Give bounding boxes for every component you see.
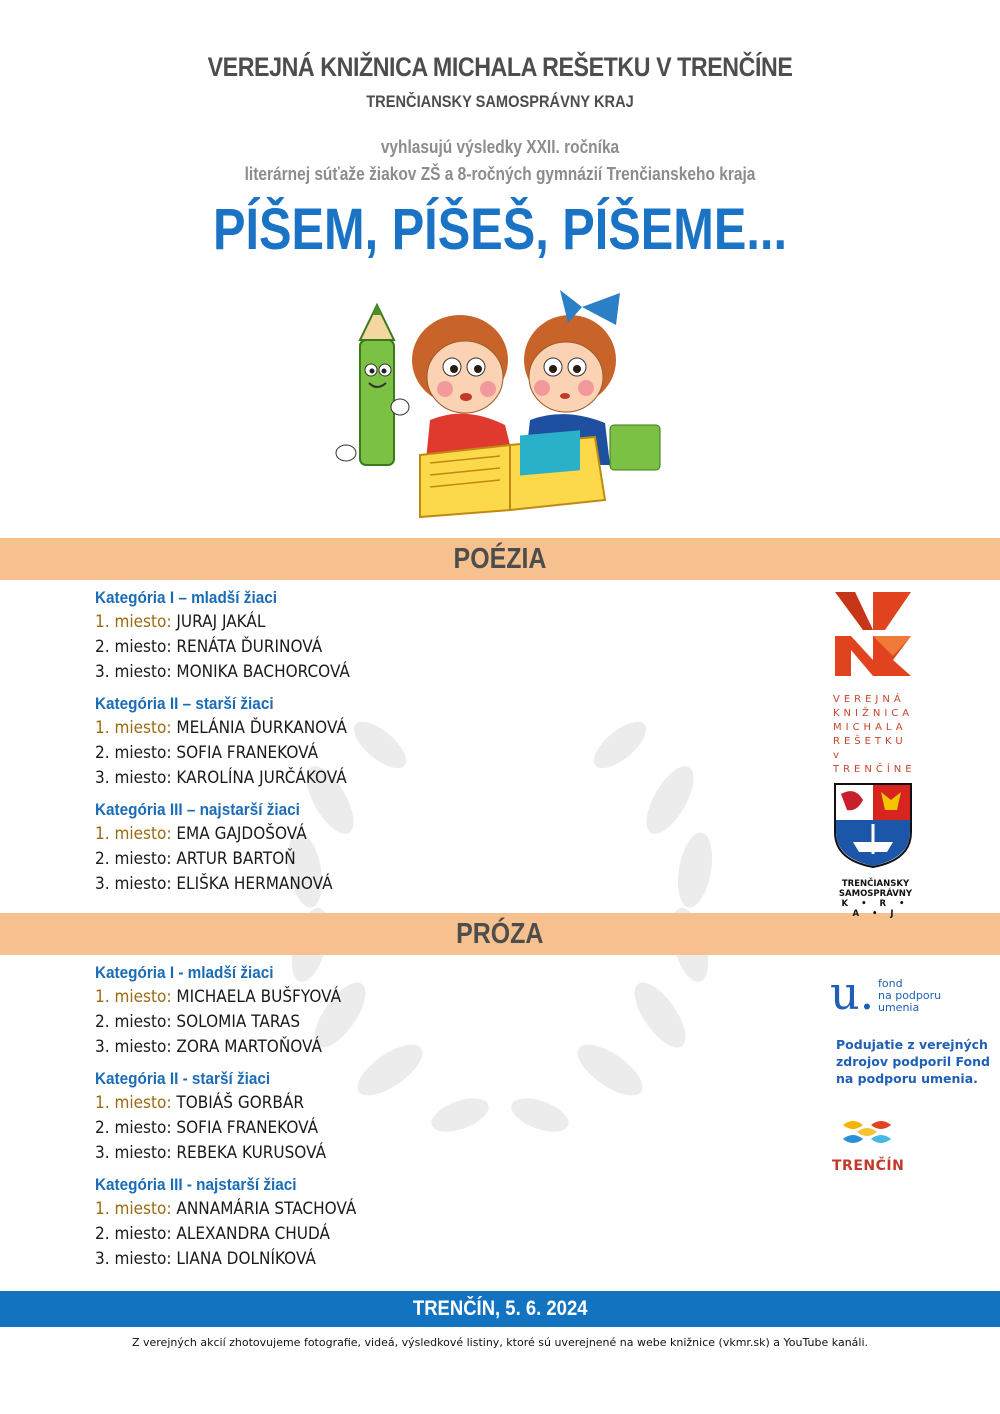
- result-row: [95, 872, 350, 897]
- winner-name: ANNAMÁRIA STACHOVÁ: [176, 1199, 357, 1219]
- place-label: 1. miesto:: [95, 1093, 172, 1113]
- poezia-results: [95, 585, 378, 897]
- result-row: [95, 716, 350, 741]
- result-row: [95, 822, 350, 847]
- winner-name: MONIKA BACHORCOVÁ: [176, 662, 350, 682]
- place-label: 1. miesto:: [95, 718, 172, 738]
- result-row: [95, 985, 356, 1010]
- proza-results: [95, 960, 385, 1272]
- place-label: 3. miesto:: [95, 1249, 172, 1269]
- date-place: TRENČÍN, 5. 6. 2024: [412, 1297, 588, 1320]
- result-row: [95, 1197, 356, 1222]
- result-row: [95, 1247, 356, 1272]
- privacy-footnote: Z verejných akcií zhotovujeme fotografie, videá, výsledkové listiny, ktoré sú uverejnené na webe knižnice (vkmr.sk) a YouTube kanáli.: [131, 1336, 869, 1349]
- place-label: 3. miesto:: [95, 1143, 172, 1163]
- result-row: [95, 766, 350, 791]
- vkmr-logo: [833, 590, 918, 777]
- result-row: [95, 1141, 356, 1166]
- proza-section-band: [0, 913, 1000, 955]
- place-label: 2. miesto:: [95, 849, 172, 869]
- announcement-line-2: literárnej súťaže žiakov ZŠ a 8-ročných gymnázií Trenčianskeho kraja: [244, 164, 756, 184]
- announcement-line-1: vyhlasujú výsledky XXII. ročníka: [380, 137, 620, 157]
- tsk-logo: [833, 782, 918, 919]
- place-label: 3. miesto:: [95, 768, 172, 788]
- tsk-coat-of-arms-icon: [833, 782, 913, 868]
- result-row: [95, 1035, 356, 1060]
- region-subtitle: TRENČIANSKY SAMOSPRÁVNY KRAJ: [366, 92, 634, 111]
- result-row: [95, 1010, 356, 1035]
- funding-note: Podujatie z verejných zdrojov podporil Fond na podporu umenia.: [836, 1037, 990, 1086]
- pencil-character-icon: [336, 305, 409, 465]
- place-label: 1. miesto:: [95, 824, 172, 844]
- result-row: [95, 660, 350, 685]
- fpu-logo: [830, 966, 980, 1020]
- winner-name: SOFIA FRANEKOVÁ: [176, 743, 319, 763]
- place-label: 1. miesto:: [95, 612, 172, 632]
- winner-name: ZORA MARTOŇOVÁ: [176, 1037, 323, 1057]
- place-label: 2. miesto:: [95, 1224, 172, 1244]
- winner-name: REBEKA KURUSOVÁ: [176, 1143, 327, 1163]
- result-row: [95, 1091, 356, 1116]
- winner-name: ALEXANDRA CHUDÁ: [176, 1224, 330, 1244]
- institution-title: VEREJNÁ KNIŽNICA MICHALA REŠETKU V TRENČÍNE: [207, 52, 793, 82]
- category-title: Kategória II - starší žiaci: [95, 1069, 271, 1088]
- trencin-mark-icon: [839, 1115, 895, 1151]
- winner-name: LIANA DOLNÍKOVÁ: [176, 1249, 316, 1269]
- children-reading-illustration: [320, 285, 680, 525]
- place-label: 2. miesto:: [95, 1012, 172, 1032]
- winner-name: RENÁTA ĎURINOVÁ: [176, 637, 323, 657]
- vkmr-mark-icon: [833, 590, 913, 678]
- place-label: 3. miesto:: [95, 874, 172, 894]
- poezia-section-band: [0, 538, 1000, 580]
- result-row: [95, 1222, 356, 1247]
- place-label: 3. miesto:: [95, 662, 172, 682]
- place-label: 1. miesto:: [95, 987, 172, 1007]
- poezia-heading: POÉZIA: [453, 543, 547, 575]
- winner-name: MELÁNIA ĎURKANOVÁ: [176, 718, 347, 738]
- category-title: Kategória III - najstarší žiaci: [95, 1175, 297, 1194]
- proza-heading: PRÓZA: [456, 918, 544, 950]
- result-row: [95, 1116, 356, 1141]
- vkmr-wordmark: VEREJNÁ KNIŽNICA MICHALA REŠETKU v TRENČÍNE: [833, 694, 916, 775]
- place-label: 1. miesto:: [95, 1199, 172, 1219]
- trencin-city-logo: [832, 1115, 905, 1174]
- result-row: [95, 610, 350, 635]
- place-label: 2. miesto:: [95, 743, 172, 763]
- result-row: [95, 635, 350, 660]
- competition-title: PÍŠEM, PÍŠEŠ, PÍŠEME...: [213, 197, 787, 262]
- winner-name: JURAJ JAKÁL: [176, 612, 266, 632]
- place-label: 2. miesto:: [95, 1118, 172, 1138]
- winner-name: SOLOMIA TARAS: [176, 1012, 301, 1032]
- winner-name: EMA GAJDOŠOVÁ: [176, 824, 307, 844]
- winner-name: ARTUR BARTOŇ: [176, 849, 296, 869]
- category-title: Kategória I – mladší žiaci: [95, 588, 277, 607]
- category-title: Kategória III – najstarší žiaci: [95, 800, 300, 819]
- winner-name: MICHAELA BUŠFYOVÁ: [176, 987, 342, 1007]
- winner-name: SOFIA FRANEKOVÁ: [176, 1118, 319, 1138]
- category-title: Kategória II – starší žiaci: [95, 694, 274, 713]
- winner-name: ELIŠKA HERMANOVÁ: [176, 874, 333, 894]
- place-label: 2. miesto:: [95, 637, 172, 657]
- fpu-wordmark: fond na podporu umenia: [878, 977, 942, 1014]
- result-row: [95, 741, 350, 766]
- winner-name: KAROLÍNA JURČÁKOVÁ: [176, 768, 347, 788]
- fpu-u-mark: u.: [830, 966, 875, 1020]
- tsk-wordmark: TRENČIANSKY SAMOSPRÁVNY K • R • A • J: [838, 879, 913, 919]
- winner-name: TOBIÁŠ GORBÁR: [176, 1093, 304, 1113]
- place-label: 3. miesto:: [95, 1037, 172, 1057]
- result-row: [95, 847, 350, 872]
- trencin-wordmark: TRENČÍN: [832, 1158, 905, 1174]
- date-place-band: [0, 1291, 1000, 1327]
- category-title: Kategória I - mladší žiaci: [95, 963, 274, 982]
